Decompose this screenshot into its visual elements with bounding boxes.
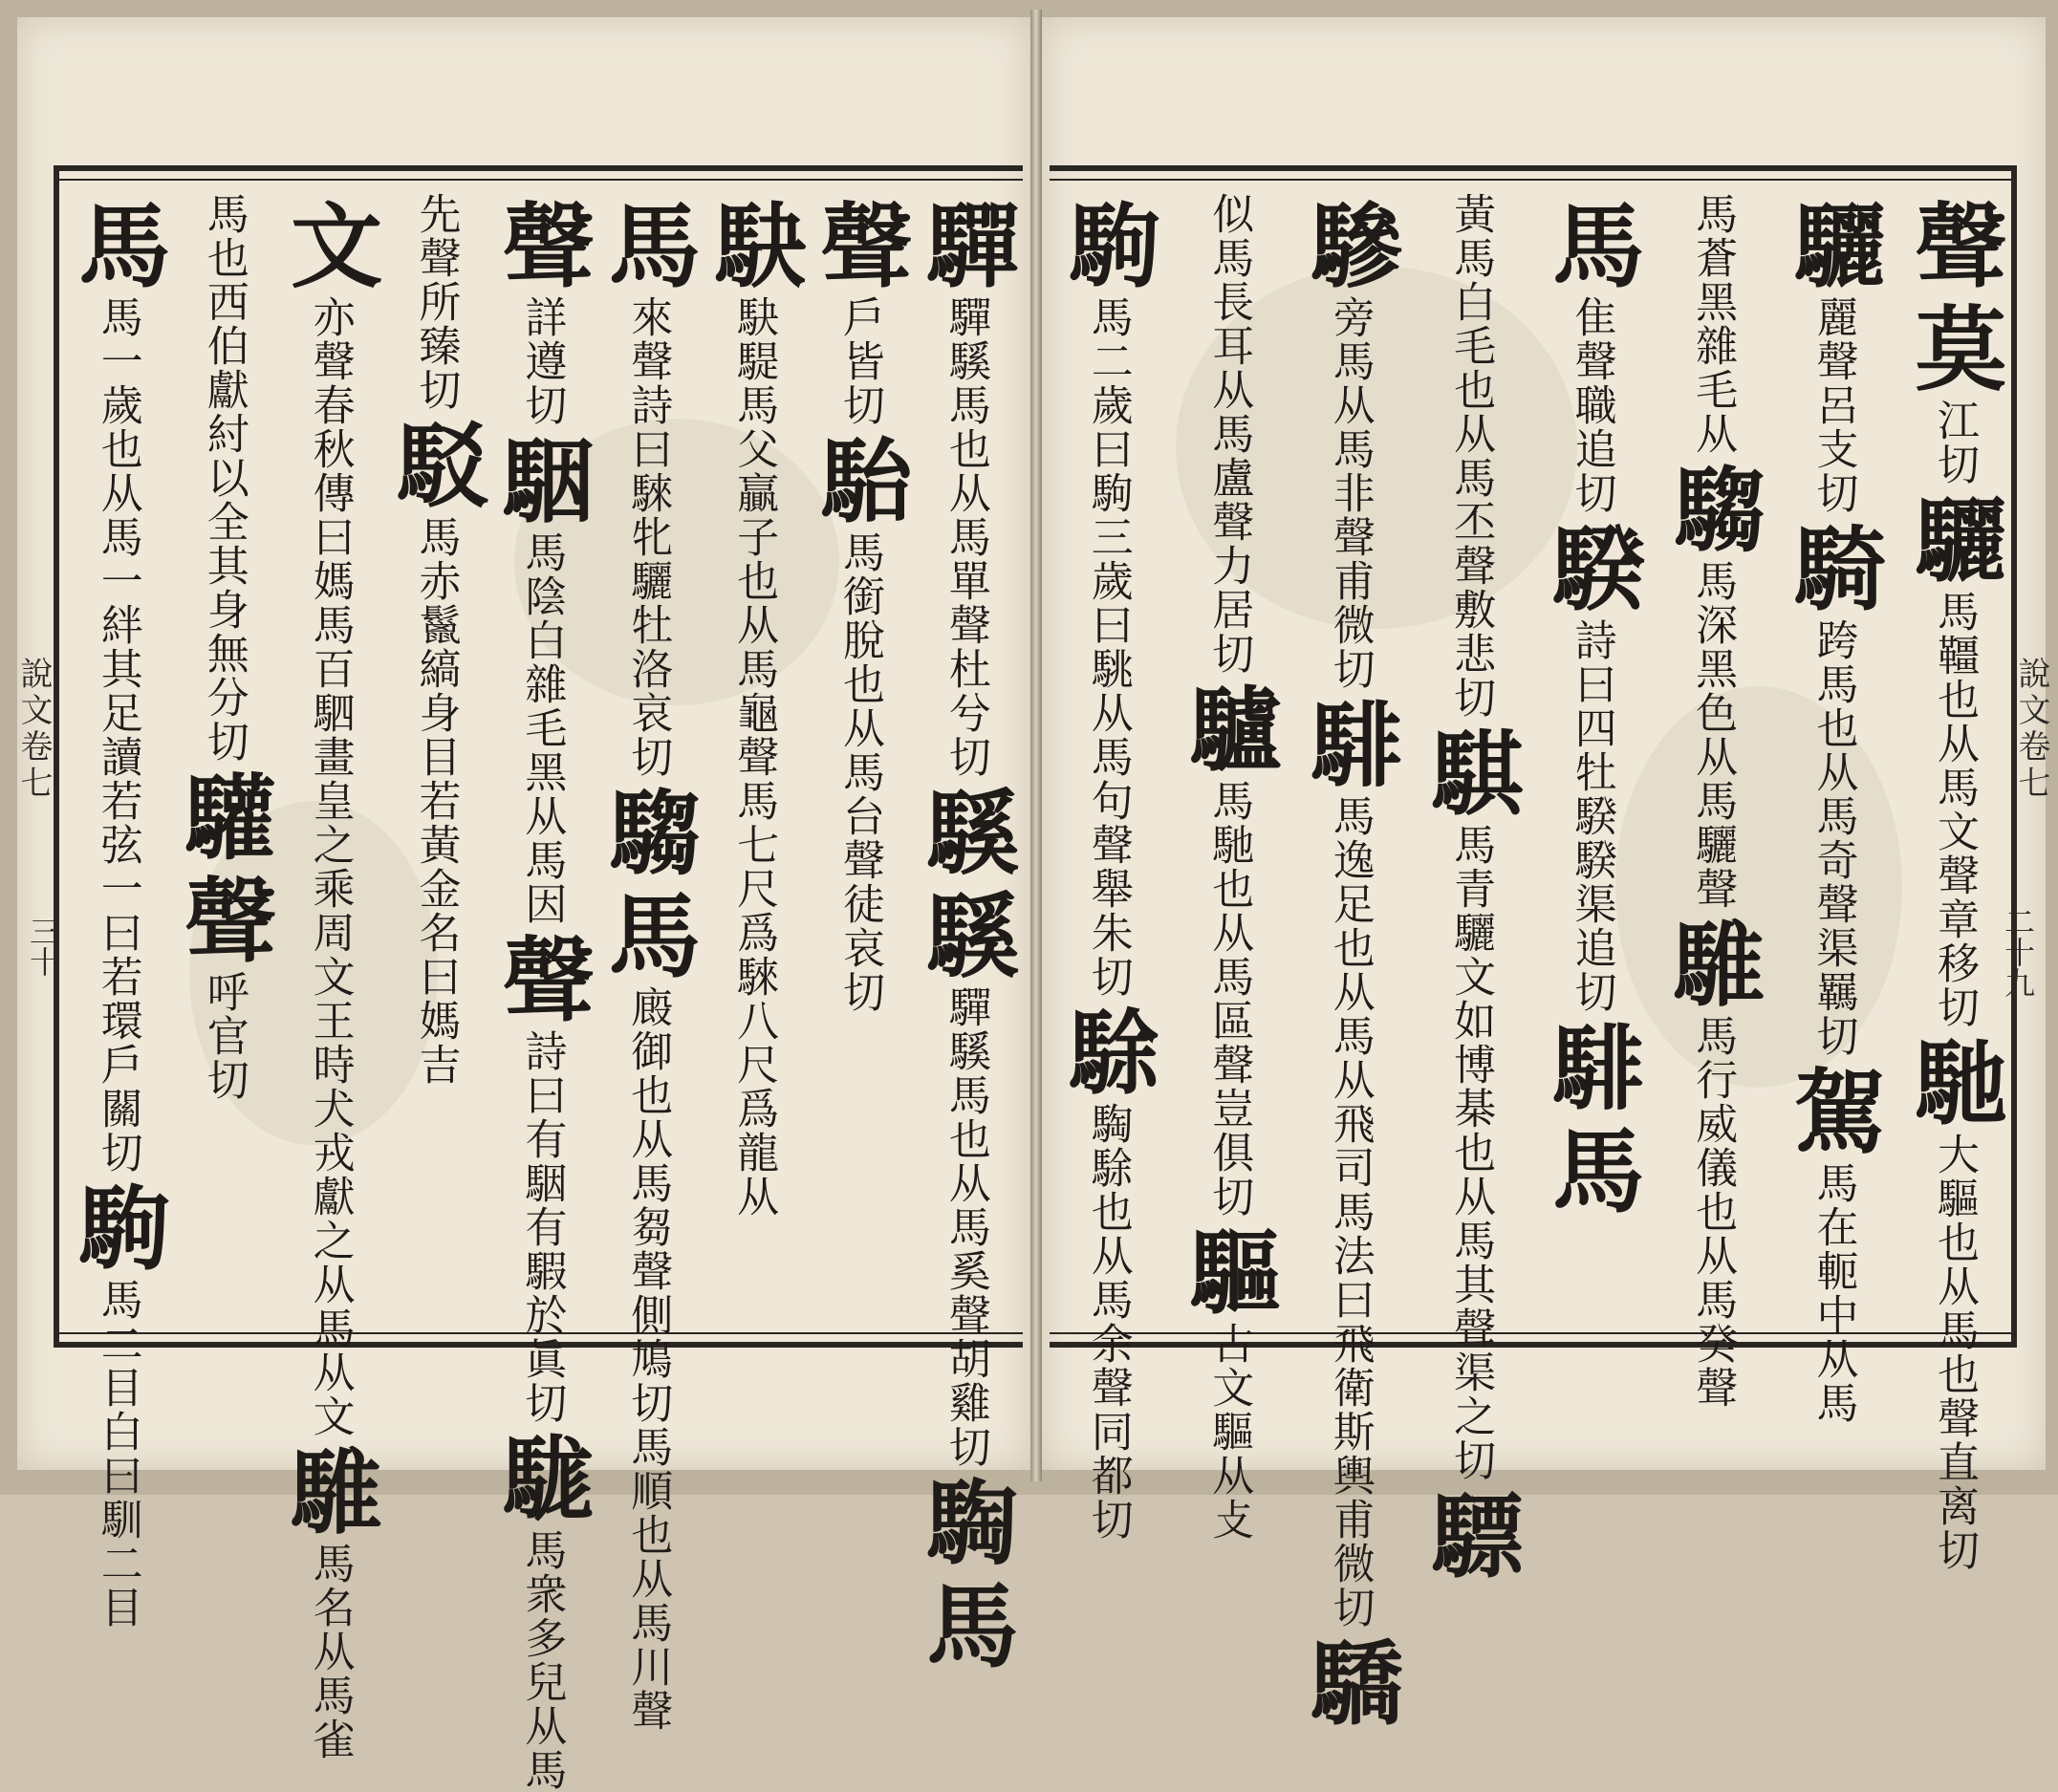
gloss-text: 單聲 [941,559,990,647]
gloss-text: 洛哀切 [623,647,673,779]
gloss-text: 驒騱馬也从馬 [941,295,990,559]
seal-headword: 騊 [911,1475,1020,1566]
seal-headword: 驃 [1417,1488,1526,1580]
gloss-text: 麗聲 [1809,295,1858,383]
gloss-text: 渠羈切 [1809,926,1858,1058]
text-column [594,192,703,1733]
gloss-text: 春秋傳曰媽馬百駟畫 [305,383,355,779]
gloss-text: 馬逸足也从馬从飛 [1325,794,1375,1146]
gloss-text: 先聲 [411,192,461,280]
gloss-text: 馬行威儀也从馬癸聲 [1688,1014,1738,1410]
seal-headword: 文 [275,198,384,290]
book-gutter [1030,10,1042,1481]
seal-headword: 騅 [275,1444,384,1536]
gloss-text: 呂支切 [1809,383,1858,515]
seal-headword: 馬 [911,1578,1020,1670]
gloss-text: 馬在軛中从馬 [1809,1161,1858,1425]
gloss-text: 旁馬从馬 [1325,295,1375,471]
gloss-text: 馬二目白 [93,1278,142,1454]
seal-headword: 馬 [1537,1123,1646,1215]
gloss-text: 力居切 [1204,544,1254,676]
gloss-text: 驪聲 [1688,823,1738,911]
gloss-text: 區聲 [1204,999,1254,1087]
seal-headword: 驢 [1175,681,1284,773]
seal-headword: 聲 [487,932,596,1024]
gloss-text: 甫微切 [1325,1498,1375,1630]
margin-title: 說文卷七 [14,657,53,802]
seal-headword: 騶 [594,785,703,876]
gloss-text: 詩曰四牡騤騤 [1567,618,1616,882]
text-column [487,192,596,1792]
text-column [63,192,172,1630]
gloss-text: 直离切 [1929,1440,1979,1572]
gloss-text: 跨馬也从馬 [1809,618,1858,838]
seal-headword: 聲 [806,198,915,290]
seal-headword: 騑 [1295,697,1404,788]
gloss-text: 騊駼也从馬 [1083,1102,1133,1322]
seal-headword: 駼 [1053,1004,1162,1096]
folio-number: 三十 [25,916,61,977]
text-column [381,192,490,1321]
gloss-text: 於眞切 [517,1293,567,1425]
right-page [1042,17,2050,1727]
left-page [14,17,1030,1792]
gloss-text: 職追切 [1567,383,1616,515]
gloss-text: 贏子也从馬 [729,471,779,691]
text-column [1417,192,1526,1580]
text-column [1295,192,1404,1727]
seal-headword: 聲 [1899,198,2008,290]
seal-headword: 駃 [700,198,809,290]
gloss-text: 無分切 [199,632,249,764]
gloss-text: 詩曰有駰有騢 [517,1029,567,1293]
seal-headword: 聲 [169,873,278,964]
gloss-text: 馬韁也从馬 [1929,590,1979,810]
seal-headword: 驪 [1899,492,2008,584]
gloss-text: 馬也西伯獻紂以全其身 [199,192,249,632]
seal-headword: 驩 [169,769,278,861]
text-column [700,192,809,1321]
gloss-text: 章移切 [1929,897,1979,1029]
seal-headword: 騑 [1537,1020,1646,1112]
text-column [1899,192,2008,1572]
text-column [1779,192,1888,1425]
text-column [1658,192,1767,1410]
gloss-text: 馬名从馬雀 [305,1542,355,1761]
gloss-text: 杜兮切 [941,647,990,779]
gloss-text: 側鳩切 [623,1293,673,1425]
seal-headword: 莫 [1899,301,2008,393]
text-columns [1053,192,2008,1727]
gloss-text: 江切 [1929,399,1979,486]
gloss-text: 似馬長耳 [1204,192,1254,368]
seal-headword: 駰 [487,433,596,525]
seal-headword: 駕 [1779,1064,1888,1155]
seal-headword: 騎 [1779,521,1888,613]
gloss-text: 詩曰騋 [623,383,673,515]
gloss-text: 甫微切 [1325,559,1375,691]
gloss-text: 馬青驪文如博棊也从馬其聲 [1446,823,1496,1350]
gloss-text: 从馬 [1204,368,1254,456]
gloss-text: 司馬法曰飛衛斯輿 [1325,1146,1375,1498]
seal-headword: 騱 [911,888,1020,980]
seal-headword: 馬 [1537,198,1646,290]
gloss-text: 馬七尺爲騋八尺爲龍从 [729,779,779,1219]
margin-title: 說文卷七 [2012,657,2050,802]
text-column [275,192,384,1761]
gloss-text: 非聲 [1325,471,1375,559]
gloss-text: 舉朱切 [1083,867,1133,999]
gloss-text: 馬赤鬣縞身目若黃金名曰媽吉 [411,515,461,1087]
seal-headword: 聲 [487,198,596,290]
seal-headword: 駒 [1053,198,1162,290]
gloss-text: 馬陰白雜毛黑从馬因 [517,530,567,926]
frame-rule [1050,179,2011,181]
gloss-text: 來聲 [623,295,673,383]
frame-rule [59,179,1023,181]
gloss-text: 詳遵切 [517,295,567,427]
seal-headword: 馬 [63,198,172,290]
gloss-text: 从馬句聲 [1083,691,1133,867]
gloss-text: 奚聲 [941,1249,990,1337]
gloss-text: 徒哀切 [835,882,885,1014]
gloss-text: 馬深黑色从馬 [1688,559,1738,823]
seal-headword: 騶 [1658,462,1767,553]
gloss-text: 也聲 [1929,1352,1979,1440]
gloss-text: 馬順也从馬川聲 [623,1425,673,1733]
gloss-text: 奇聲 [1809,838,1858,926]
frame-rule [1050,1332,2011,1334]
gloss-text: 戶皆切 [835,295,885,427]
seal-headword: 騱 [911,785,1020,876]
gloss-text: 渠追切 [1567,882,1616,1014]
text-frame [1050,165,2017,1727]
text-column [1175,192,1284,1542]
seal-headword: 騏 [1417,725,1526,817]
gloss-text: 讀若弦 [93,735,142,867]
seal-headword: 驕 [1295,1635,1404,1727]
seal-headword: 驪 [1779,198,1888,290]
gloss-text: 芻聲 [623,1205,673,1293]
text-column [806,192,915,1321]
gloss-text: 戶關切 [93,1043,142,1175]
gloss-text: 馬銜脫也从馬 [835,530,885,794]
gloss-text: 呼官切 [199,970,249,1102]
seal-headword: 駹 [487,1431,596,1522]
gloss-text: 一曰若環 [93,867,142,1043]
gloss-text: 馬馳也从馬 [1204,779,1254,999]
gloss-text: 所臻切 [411,280,461,412]
gloss-text: 驒騱馬也从馬 [941,985,990,1249]
seal-headword: 馬 [594,198,703,290]
gloss-text: 廄御也从馬 [623,985,673,1205]
text-column [911,192,1020,1670]
gloss-text: 古文驅从攴 [1204,1322,1254,1542]
seal-headword: 駘 [806,433,915,525]
gloss-text: 皇之乘周文王時犬戎獻之从馬从文 [305,779,355,1438]
gloss-text: 盧聲 [1204,456,1254,544]
text-column [169,192,278,1321]
gloss-text: 馬衆多兒从馬 [517,1528,567,1792]
gloss-text: 亦聲 [305,295,355,383]
gloss-text: 絆其足 [93,603,142,735]
gloss-text: 豈俱切 [1204,1087,1254,1219]
gloss-text: 馬一歲也从馬一 [93,295,142,603]
gloss-text: 曰馴二目 [93,1454,142,1630]
seal-headword: 驅 [1175,1224,1284,1316]
gloss-text: 敷悲切 [1446,588,1496,720]
seal-headword: 馬 [594,888,703,980]
gloss-text: 馬蒼黑雜毛从 [1688,192,1738,456]
gloss-text: 馬二歲曰駒三歲曰駣 [1083,295,1133,691]
gloss-text: 牝驪牡 [623,515,673,647]
text-columns [63,192,1020,1792]
seal-headword: 騤 [1537,521,1646,613]
gloss-text: 台聲 [835,794,885,882]
seal-headword: 駁 [381,418,490,509]
seal-headword: 驒 [911,198,1020,290]
gloss-text: 馬丕聲 [1446,456,1496,588]
seal-headword: 駒 [63,1180,172,1272]
gloss-text: 渠之切 [1446,1350,1496,1482]
text-column [1537,192,1646,1321]
folio-number: 二十九 [2000,906,2036,998]
gloss-text: 大驅也从馬 [1929,1133,1979,1352]
gloss-text: 龜聲 [729,691,779,779]
seal-headword: 馳 [1899,1035,2008,1127]
seal-headword: 騅 [1658,917,1767,1008]
gloss-text: 隹聲 [1567,295,1616,383]
gloss-text: 駃騠馬父 [729,295,779,471]
text-frame [54,165,1023,1792]
gloss-text: 胡雞切 [941,1337,990,1469]
seal-headword: 驂 [1295,198,1404,290]
gloss-text: 文聲 [1929,810,1979,897]
gloss-text: 同都切 [1083,1410,1133,1542]
text-column [1053,192,1162,1542]
gloss-text: 黃馬白毛也从 [1446,192,1496,456]
gloss-text: 余聲 [1083,1322,1133,1410]
